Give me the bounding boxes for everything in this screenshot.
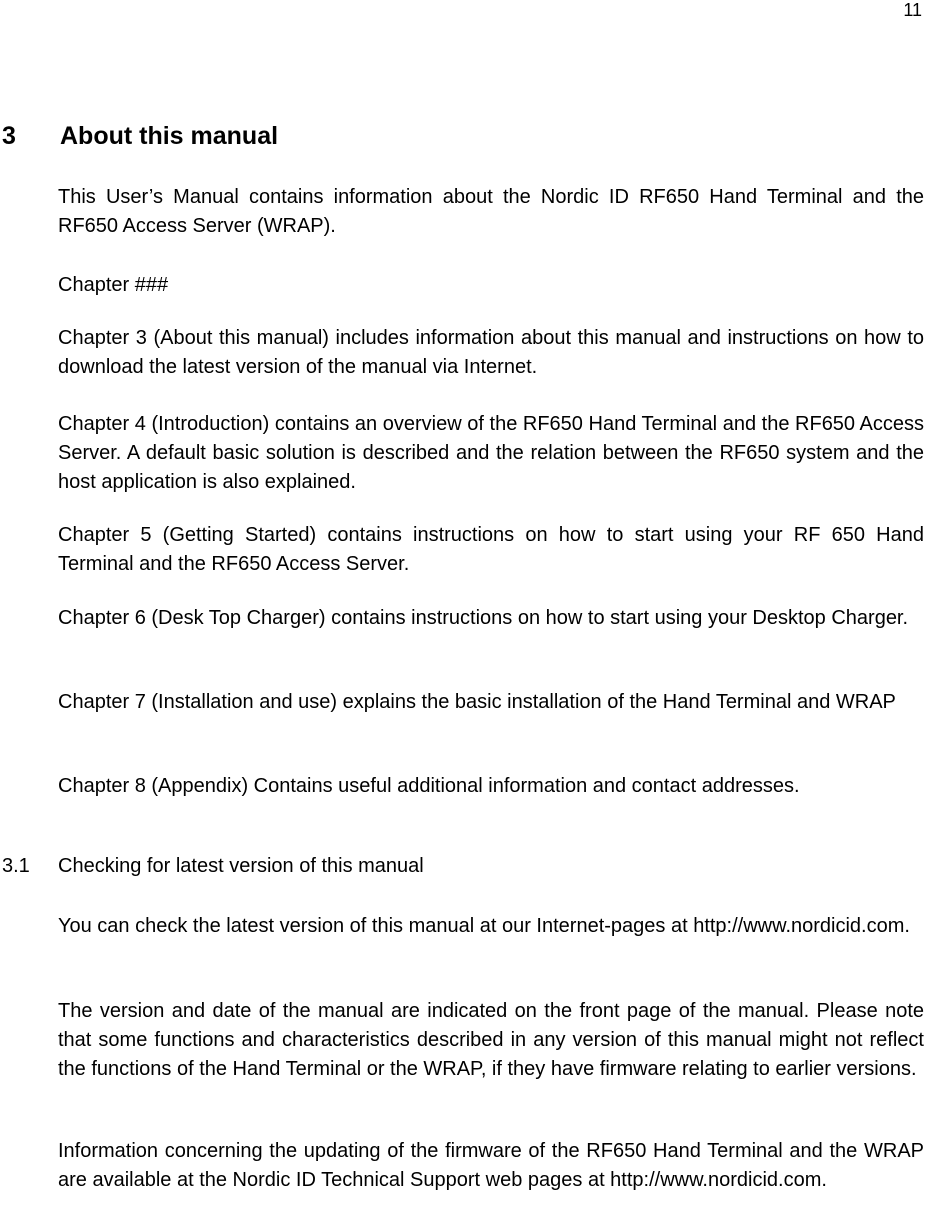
intro-paragraph: This User’s Manual contains information about the Nordic ID RF650 Hand Terminal and the RF650 Access Server (WRAP).	[58, 186, 924, 237]
page-number: 11	[903, 0, 922, 20]
latest-version-paragraph: You can check the latest version of this manual at our Internet-pages at http://www.nordicid.com.	[58, 915, 910, 937]
section-heading	[2, 122, 278, 151]
version-date-paragraph: The version and date of the manual are indicated on the front page of the manual. Please note that some functions and characteristics described in any version of this manual might not reflect the functions of the Hand Terminal or the WRAP, if they have firmware relating to earlier versions.	[58, 1000, 924, 1080]
section-number: 3	[2, 122, 16, 150]
chapter-8-summary: Chapter 8 (Appendix) Contains useful additional information and contact addresses.	[58, 775, 800, 797]
chapter-placeholder: Chapter ###	[58, 274, 169, 296]
subsection-heading	[2, 852, 424, 881]
chapter-5-summary: Chapter 5 (Getting Started) contains instructions on how to start using your RF 650 Hand Terminal and the RF650 Access Server.	[58, 524, 924, 575]
section-title: About this manual	[60, 122, 279, 150]
subsection-number: 3.1	[2, 855, 30, 877]
chapter-6-summary: Chapter 6 (Desk Top Charger) contains instructions on how to start using your Desktop Charger.	[58, 607, 909, 629]
firmware-info-paragraph: Information concerning the updating of the firmware of the RF650 Hand Terminal and the WRAP are available at the Nordic ID Technical Support web pages at http://www.nordicid.com.	[58, 1140, 924, 1191]
chapter-4-summary: Chapter 4 (Introduction) contains an overview of the RF650 Hand Terminal and the RF650 Access Server. A default basic solution is described and the relation between the RF650 system and the host application is also explained.	[58, 413, 924, 493]
chapter-7-summary: Chapter 7 (Installation and use) explains the basic installation of the Hand Terminal and WRAP	[58, 691, 896, 713]
subsection-title: Checking for latest version of this manual	[58, 855, 424, 877]
chapter-3-summary: Chapter 3 (About this manual) includes information about this manual and instructions on how to download the latest version of the manual via Internet.	[58, 327, 924, 378]
